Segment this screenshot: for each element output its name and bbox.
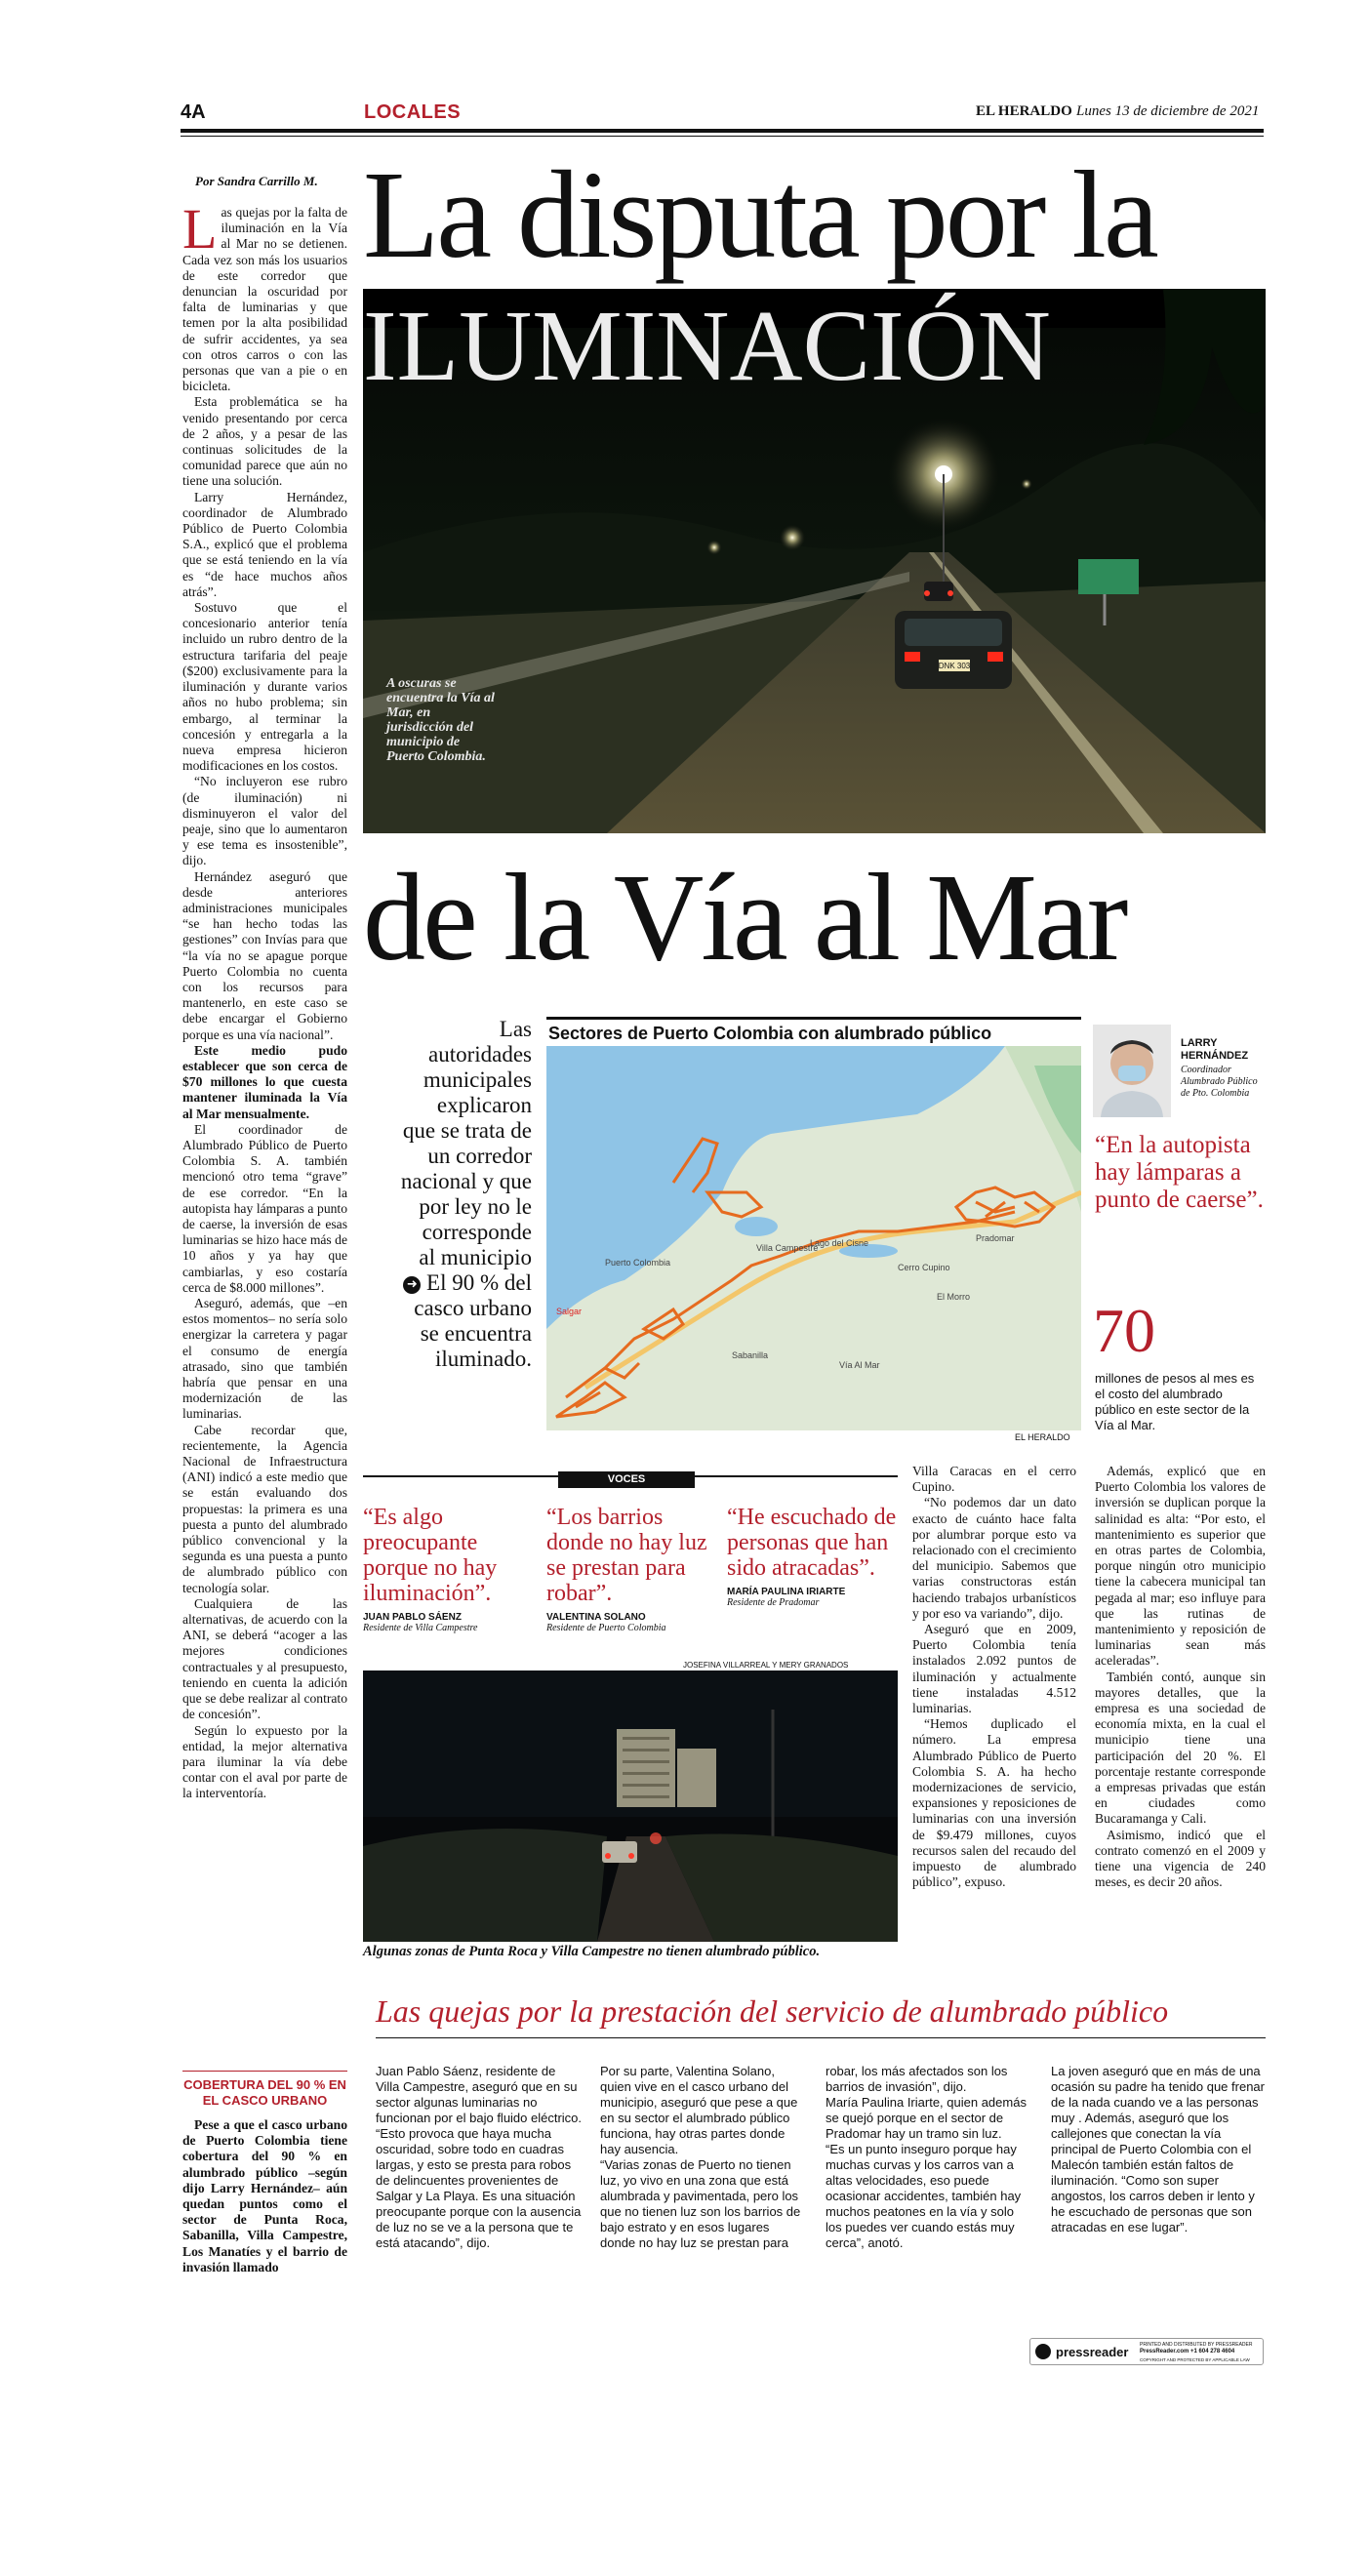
voces-name: MARÍA PAULINA IRIARTE (727, 1587, 846, 1597)
pq-line: nacional y que (400, 1169, 532, 1193)
map-label: Vía Al Mar (839, 1360, 880, 1370)
plate-text: DNK 303 (938, 662, 971, 670)
sidebar-name: LARRY HERNÁNDEZ (1181, 1037, 1249, 1062)
pq-line: corresponde (422, 1220, 532, 1244)
article-column-right (1095, 1464, 1266, 1890)
sidebar-role: Coordinador Alumbrado Público de Pto. Colombia (1181, 1065, 1258, 1099)
page-date: Lunes 13 de diciembre de 2021 (1076, 103, 1260, 119)
map-label: Lago del Cisne (810, 1238, 869, 1248)
byline: Por Sandra Carrillo M. (195, 174, 318, 188)
headline-line1: La disputa por la (363, 145, 1156, 284)
col1-p2: Larry Hernández, coordinador de Alumbrado Público de Puerto Colombia S.A., explicó que el problema que se está teniendo en la vía es “de hace muchos años atrás”. (182, 489, 347, 599)
photo-dark-street (363, 1670, 898, 1942)
map-credit: EL HERALDO (1015, 1432, 1070, 1442)
header-rule (181, 129, 1264, 133)
bottom-col-1: Juan Pablo Sáenz, residente de Villa Campestre, aseguró que en su sector algunas luminarias no funcionan por el bajo fluido eléctrico. “Esto provoca que haya mucha oscuridad, sobre todo en cuadras largas, y esto se presta para robos de delincuentes provenientes de Salgar y La Playa. Es una situación preocupante porque con la ausencia de luz no se ve a la persona que te está atacando”, dijo. (376, 2064, 583, 2250)
voces-name: VALENTINA SOLANO (546, 1612, 646, 1623)
bottom-col-4: La joven aseguró que en más de una ocasión su padre ha tenido que frenar de la nada cuando ve a las personas muy . Además, aseguró que los callejones que conectan la vía principal de Puerto Colombia con el Malecón también están faltos de iluminación. “Como son super angostos, los carros deben ir lento y he escuchado de personas que son atracadas en ese lugar”. (1051, 2064, 1265, 2234)
bottom-rule (376, 2037, 1266, 2038)
header-rule-thin (181, 136, 1264, 137)
col1-tail (182, 2117, 347, 2275)
colright-p2: Asimismo, indicó que el contrato comenzó en el 2009 y tiene una vigencia de 240 meses, es decir 20 años. (1095, 1827, 1266, 1890)
col1-p5: Hernández aseguró que desde anteriores administraciones municipales “se han hecho todas las gestiones” con Invías para que “la vía no se apague porque Puerto Colombia no cuenta con los recursos para mantenerlo, en este caso se debe encargar el Gobierno porque es una vía nacional”. (182, 868, 347, 1042)
map-label: Cerro Cupino (898, 1263, 950, 1272)
voces-item-1 (363, 1505, 529, 1633)
article-column-middle (912, 1464, 1076, 1890)
subhead-cobertura: COBERTURA DEL 90 % EN EL CASCO URBANO (182, 2071, 347, 2109)
headline-line3: de la Vía al Mar (363, 848, 1126, 986)
voces-name: JUAN PABLO SÁENZ (363, 1612, 462, 1623)
pq-arrow-line: casco urbano (414, 1296, 532, 1320)
map-svg (546, 1046, 1081, 1430)
col1-tail-text: Pese a que el casco urbano de Puerto Colombia tiene cobertura del 90 % en alumbrado público –según dijo Larry Hernández– aún quedan puntos como el sector de Punta Roca, Sabanilla, Villa Campestre, Los Manatíes y el barrio de invasión llamado (182, 2117, 347, 2274)
map-graphic (546, 1046, 1081, 1430)
pressreader-badge (1029, 2338, 1264, 2365)
page-number: 4A (181, 101, 206, 123)
colmid-p1: “No podemos dar un dato exacto de cuánto hace falta por alumbrar porque esto va relacionado con el crecimiento del municipio. Sabemos que varias constructoras están haciendo trabajos urbanísticos y por eso va variando”, dijo. (912, 1495, 1076, 1621)
bottom-section-title: Las quejas por la prestación del servicio de alumbrado público (376, 1993, 1169, 2029)
pq-line: Las (499, 1017, 532, 1041)
pq-arrow-line: iluminado. (434, 1347, 532, 1371)
sidebar-stat: 70 (1093, 1296, 1155, 1365)
col1-p11: Según lo expuesto por la entidad, la mejor alternativa para iluminar la vía debe contar con el aval por parte de la interventoría. (182, 1722, 347, 1801)
voces-role: Residente de Pradomar (727, 1597, 820, 1608)
paper-name: EL HERALDO (976, 103, 1072, 119)
pressreader-small2: PressReader.com +1 604 278 4604 (1140, 2349, 1235, 2355)
map-label: El Morro (937, 1292, 971, 1302)
col1-p10: Cualquiera de las alternativas, de acuerdo con la ANI, se deberá “acoger a las mejores condiciones contractuales y al presupuesto, teniendo en cuenta la adición que se debe realizar al contrato de concesión”. (182, 1595, 347, 1722)
photo2-credit: JOSEFINA VILLARREAL Y MERY GRANADOS (683, 1661, 849, 1670)
pressreader-brand: pressreader (1056, 2345, 1129, 2359)
dark-street-illustration (363, 1670, 898, 1942)
avatar (1093, 1025, 1171, 1117)
col1-p3: Sostuvo que el concesionario anterior tenía incluido un rubro dentro de la estructura tarifaria del peaje ($200) exclusivamente para la iluminación y durante varios años no hubo problema; sin embargo, al terminar la concesión y entregarla a la nueva empresa hicieron modificaciones en los costos. (182, 600, 347, 774)
map-top-rule (546, 1017, 1081, 1020)
colmid-p2: Aseguró que en 2009, Puerto Colombia tenía instalados 2.092 puntos de iluminación y actualmente tiene instaladas 4.512 luminarias. (912, 1622, 1076, 1716)
headline-line2: ILUMINACIÓN (363, 290, 1051, 402)
voces-role: Residente de Villa Campestre (363, 1623, 478, 1633)
map-label: Sabanilla (732, 1350, 769, 1360)
col1-p8: Aseguró, además, que –en estos momentos– no sería solo energizar la carretera y pagar el consumo de energía atrasado, sino que también habría que pensar en una modernización de las luminarias. (182, 1296, 347, 1422)
pq-arrow-line: se encuentra (420, 1321, 532, 1346)
col1-p0: as quejas por la falta de iluminación en la Vía al Mar no se detienen. Cada vez son más los usuarios de este corredor que denuncian la oscuridad por falta de luminarias y que temen por la alta posibilidad de sufrir accidentes, ya sea con otros carros o con las personas que van a pie o en bicicleta. (182, 205, 347, 394)
pq-line: al municipio (419, 1245, 532, 1269)
col1-p4: “No incluyeron ese rubro (de iluminación) ni disminuyeron el valor del peaje, sino que lo aumentaron y ese tema es insostenible”, dijo. (182, 774, 347, 868)
map-title: Sectores de Puerto Colombia con alumbrado público (548, 1024, 992, 1043)
voces-label: VOCES (558, 1471, 695, 1488)
dropcap: L (182, 197, 218, 261)
person-icon (1093, 1025, 1171, 1117)
pq-arrow-line: El 90 % del (426, 1270, 532, 1295)
sidebar-quote: “En la autopista hay lámparas a punto de caerse”. (1095, 1132, 1264, 1213)
pressreader-small1: PRINTED AND DISTRIBUTED BY PRESSREADER (1140, 2342, 1253, 2348)
col1-p6: Este medio pudo establecer que son cerca de $70 millones lo que cuesta mantener iluminada la Vía al Mar mensualmente. (182, 1042, 347, 1121)
pq-line: que se trata de (402, 1118, 532, 1143)
pullquote-left (369, 1017, 532, 1372)
map-label: Salgar (556, 1307, 583, 1316)
arrow-icon: ➜ (403, 1276, 421, 1294)
map-label: Pradomar (976, 1233, 1015, 1243)
colright-p1: También contó, aunque sin mayores detalles, que la empresa es una sociedad de economía mixta, en la cual el municipio tiene una participación del 20 %. El porcentaje restante corresponde a empresas privadas que están en ciudades como Bucaramanga y Cali. (1095, 1669, 1266, 1827)
voces-quote: “Es algo preocupante porque no hay iluminación”. (363, 1505, 498, 1606)
voces-quote: “He escuchado de personas que han sido atracadas”. (727, 1505, 897, 1581)
pq-line: por ley no le (419, 1194, 532, 1219)
col1-p7: El coordinador de Alumbrado Público de Puerto Colombia S. A. también mencionó otro tema “grave” de ese corredor. “En la autopista hay lámparas a punto de caerse, la inversión de esas luminarias se hizo hace más de 10 años y ya hay que cambiarlas, y eso costaría cerca de $8.000 millones”. (182, 1121, 347, 1295)
map-label: Villa Campestre (756, 1243, 819, 1253)
bottom-col-3: robar, los más afectados son los barrios de invasión”, dijo. María Paulina Iriarte, quien además se quejó porque en el sector de Pradomar hay un tramo sin luz. “Es un punto inseguro porque hay muchas curvas y los carros van a altas velocidades, eso puede ocasionar accidentes, también hay muchos peatones en la vía y solo los puedes ver cuando estás muy cerca”, anotó. (826, 2064, 1027, 2250)
article-column-left (182, 197, 347, 1802)
pq-line: autoridades (427, 1042, 532, 1067)
voces-item-2 (546, 1505, 712, 1633)
photo1-caption: A oscuras se encuentra la Vía al Mar, en jurisdicción del municipio de Puerto Colombia. (386, 676, 495, 764)
sidebar-stat-text: millones de pesos al mes es el costo del alumbrado público en este sector de la Vía al Mar. (1095, 1371, 1255, 1432)
colmid-p0: Villa Caracas en el cerro Cupino. (912, 1464, 1076, 1495)
colmid-p3: “Hemos duplicado el número. La empresa Alumbrado Público de Puerto Colombia S. A. ha hecho modernizaciones de servicio, expansiones y reposiciones de luminarias con una inversión de $9.479 millones, cuyos recursos salen del recaudo del impuesto de alumbrado público”, expuso. (912, 1716, 1076, 1890)
section-label: LOCALES (364, 101, 462, 123)
col1-p9: Cabe recordar que, recientemente, la Agencia Nacional de Infraestructura (ANI) indicó a este medio que se están evaluando dos propuestas: la primera es una puesta a punto del alumbrado público convencional y la segunda es una puesta a punto de alumbrado público con tecnología solar. (182, 1422, 347, 1595)
pressreader-icon (1035, 2344, 1051, 2359)
bottom-col-2: Por su parte, Valentina Solano, quien vive en el casco urbano del municipio, aseguró que pese a que en su sector el alumbrado público funciona, hay otras partes donde hay ausencia. “Varias zonas de Puerto no tienen luz, yo vivo en una zona que está alumbrada y pavimentada, pero los que no tienen luz son los barrios de bajo estrato y en esos lugares donde no hay luz se prestan para (600, 2064, 801, 2250)
pq-line: un corredor (427, 1144, 532, 1168)
pq-line: municipales (423, 1067, 532, 1092)
pq-line: explicaron (436, 1093, 532, 1117)
photo2-caption: Algunas zonas de Punta Roca y Villa Campestre no tienen alumbrado público. (363, 1944, 821, 1959)
pressreader-small3: COPYRIGHT AND PROTECTED BY APPLICABLE LAW (1140, 2357, 1250, 2362)
voces-quote: “Los barrios donde no hay luz se prestan para robar”. (546, 1505, 707, 1606)
colright-p0: Además, explicó que en Puerto Colombia los valores de inversión se duplican porque la salinidad es alta: “Por esto, el mantenimiento es superior que en otras partes de Colombia, porque ningún otro municipio tiene la cabecera municipal tan pegada al mar; eso influye para que las rutinas de mantenimiento y reposición de luminarias sean más aceleradas”. (1095, 1464, 1266, 1669)
map-label: Puerto Colombia (605, 1258, 671, 1268)
voces-item-3 (727, 1505, 898, 1608)
col1-p1: Esta problemática se ha venido presentando por cerca de 2 años, y a pesar de las continuas solicitudes de la comunidad parece que aún no tiene una solución. (182, 394, 347, 489)
voces-role: Residente de Puerto Colombia (546, 1623, 666, 1633)
